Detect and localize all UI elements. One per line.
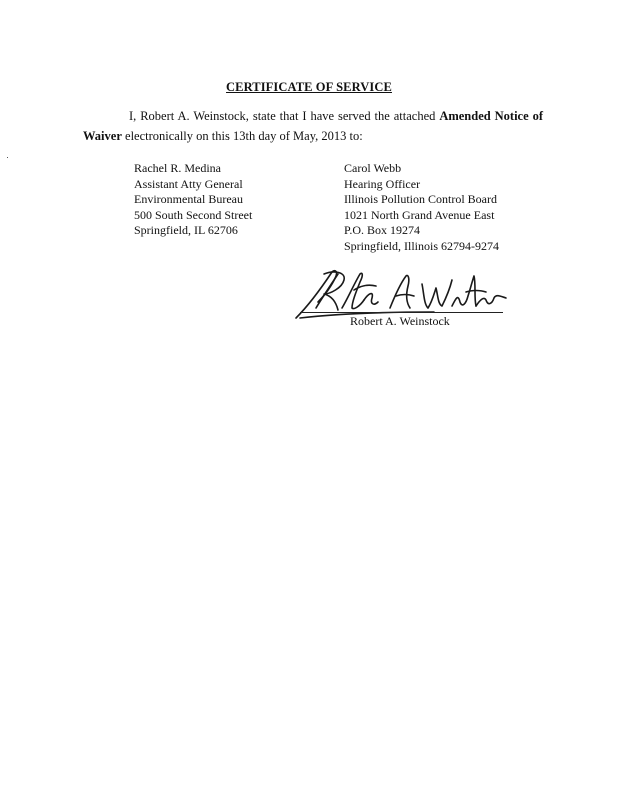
signer-printed-name: Robert A. Weinstock [350, 314, 450, 328]
statement-suffix: electronically on this 13th day of May, 2013 to: [121, 129, 363, 143]
address-line: P.O. Box 19274 [344, 223, 421, 238]
address-line: Illinois Pollution Control Board [344, 192, 498, 207]
document-title: CERTIFICATE OF SERVICE [226, 80, 392, 94]
address-line: Environmental Bureau [134, 192, 243, 207]
address-line: Assistant Atty General [134, 176, 243, 191]
address-line: Springfield, Illinois 62794-9274 [344, 238, 499, 253]
statement-line-2 [83, 126, 543, 146]
address-line: Rachel R. Medina [134, 161, 221, 175]
address-line: 500 South Second Street [134, 207, 253, 222]
recipient-address-1 [134, 161, 252, 239]
address-line: Carol Webb [344, 161, 402, 175]
statement-prefix: I, Robert A. Weinstock, state that I have served the attached [129, 109, 440, 123]
address-line: 1021 North Grand Avenue East [344, 207, 495, 222]
recipient-address-2 [344, 161, 499, 255]
signature-line [300, 312, 503, 313]
document-name-part-1: Amended Notice of [439, 109, 543, 123]
scan-mark [7, 157, 8, 158]
service-statement [83, 106, 543, 146]
address-line: Hearing Officer [344, 176, 421, 191]
statement-line-1 [83, 106, 543, 126]
address-line: Springfield, IL 62706 [134, 223, 238, 238]
document-name-part-2: Waiver [83, 129, 122, 143]
